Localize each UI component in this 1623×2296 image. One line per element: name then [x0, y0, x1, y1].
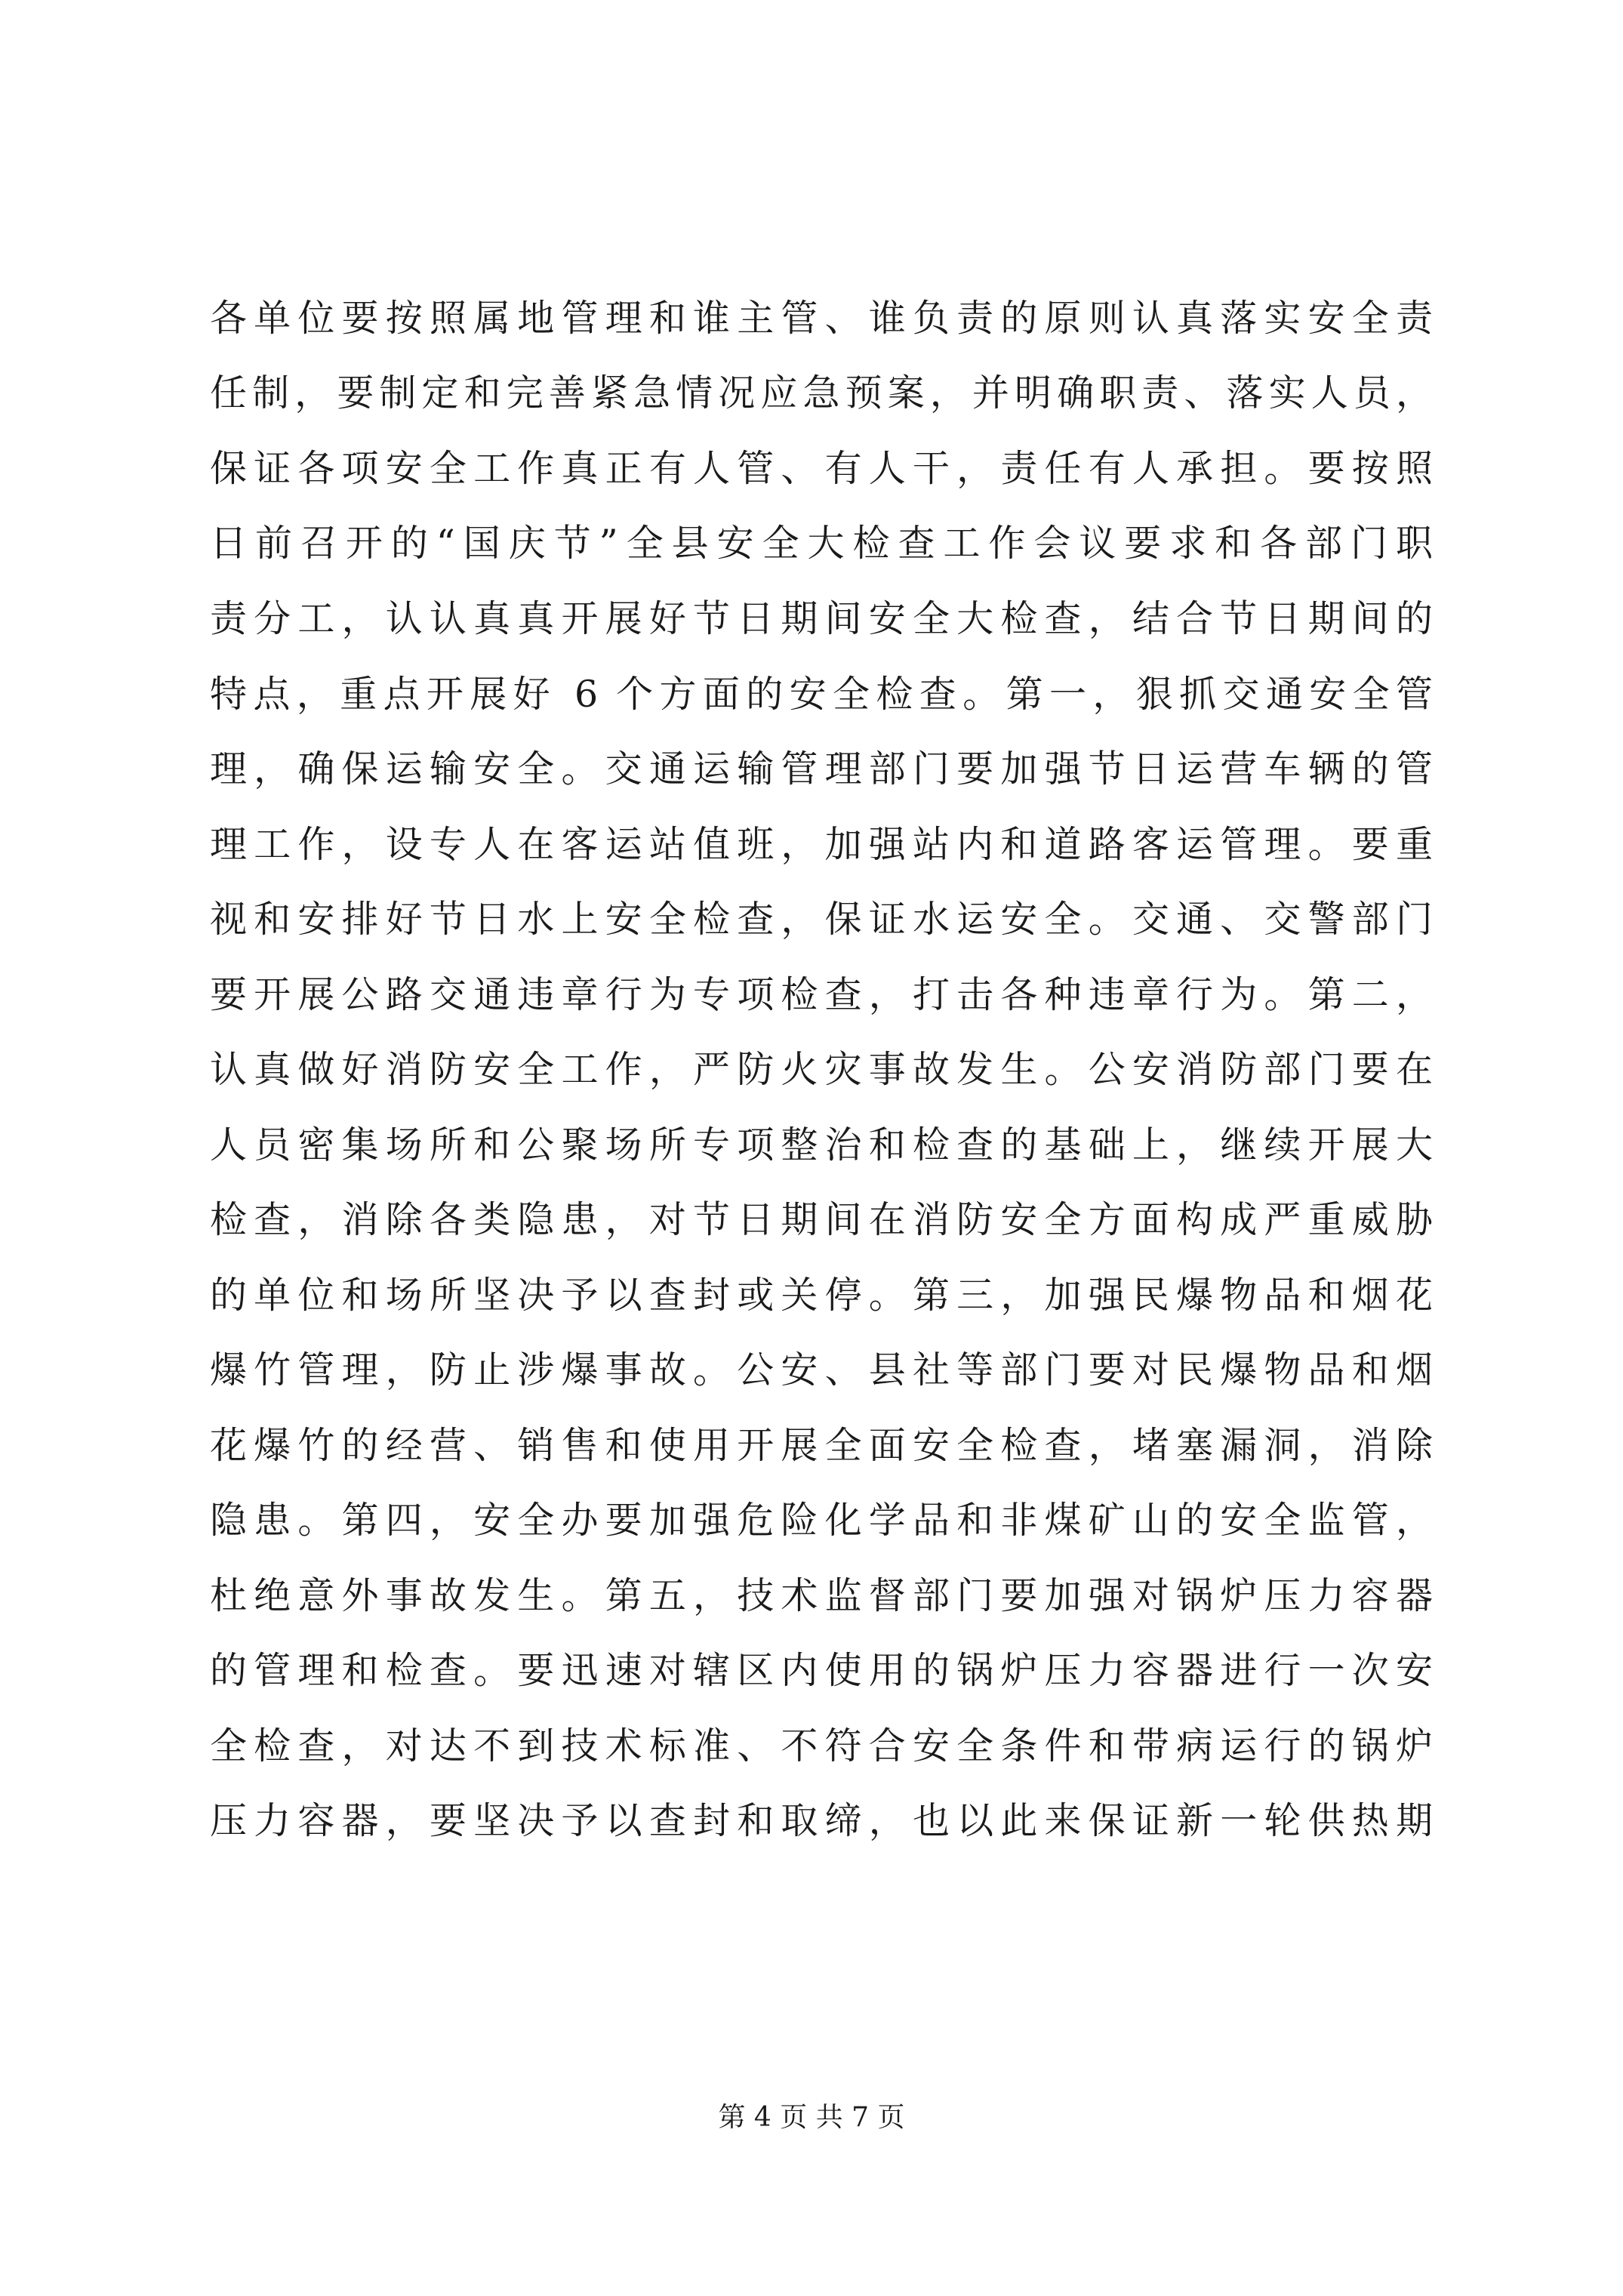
text-line: 责分工，认认真真开展好节日期间安全大检查，结合节日期间的 — [210, 597, 1433, 640]
text-line: 全检查，对达不到技术标准、不符合安全条件和带病运行的锅炉 — [210, 1724, 1433, 1767]
text-line: 视和安排好节日水上安全检查，保证水运安全。交通、交警部门 — [210, 898, 1433, 941]
text-line: 爆竹管理，防止涉爆事故。公安、县社等部门要对民爆物品和烟 — [210, 1348, 1433, 1391]
text-line: 理工作，设专人在客运站值班，加强站内和道路客运管理。要重 — [210, 823, 1433, 866]
text-line: 隐患。第四，安全办要加强危险化学品和非煤矿山的安全监管， — [210, 1499, 1433, 1542]
text-line: 任制，要制定和完善紧急情况应急预案，并明确职责、落实人员， — [210, 371, 1433, 415]
text-line: 人员密集场所和公聚场所专项整治和检查的基础上，继续开展大 — [210, 1123, 1433, 1166]
text-line: 的管理和检查。要迅速对辖区内使用的锅炉压力容器进行一次安 — [210, 1649, 1433, 1692]
text-line: 认真做好消防安全工作，严防火灾事故发生。公安消防部门要在 — [210, 1048, 1433, 1091]
text-line: 的单位和场所坚决予以查封或关停。第三，加强民爆物品和烟花 — [210, 1274, 1433, 1317]
text-line: 压力容器，要坚决予以查封和取缔，也以此来保证新一轮供热期 — [210, 1799, 1433, 1842]
text-line: 杜绝意外事故发生。第五，技术监督部门要加强对锅炉压力容器 — [210, 1574, 1433, 1617]
page-number-footer: 第 4 页 共 7 页 — [718, 2102, 905, 2133]
text-line: 保证各项安全工作真正有人管、有人干，责任有人承担。要按照 — [210, 447, 1433, 490]
text-line: 理，确保运输安全。交通运输管理部门要加强节日运营车辆的管 — [210, 747, 1433, 791]
text-line: 要开展公路交通违章行为专项检查，打击各种违章行为。第二， — [210, 973, 1433, 1016]
text-line: 特点，重点开展好 6 个方面的安全检查。第一，狠抓交通安全管 — [210, 673, 1433, 716]
text-line: 各单位要按照属地管理和谁主管、谁负责的原则认真落实安全责 — [210, 297, 1433, 340]
text-line: 花爆竹的经营、销售和使用开展全面安全检查，堵塞漏洞，消除 — [210, 1424, 1433, 1467]
text-line: 日前召开的“国庆节”全县安全大检查工作会议要求和各部门职 — [210, 522, 1433, 565]
text-line: 检查，消除各类隐患，对节日期间在消防安全方面构成严重威胁 — [210, 1198, 1433, 1241]
